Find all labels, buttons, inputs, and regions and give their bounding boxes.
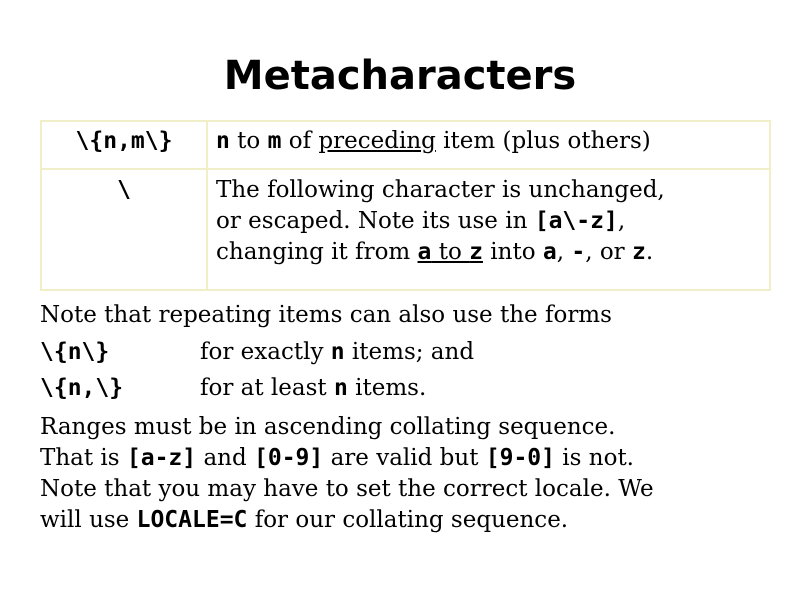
inline-code: [0-9]: [254, 445, 324, 471]
form-row-at-least: [40, 373, 426, 404]
desc-text: to: [431, 239, 470, 265]
inline-code: z: [631, 239, 646, 265]
desc-line: The following character is unchanged,: [216, 177, 665, 203]
paragraph-line: [40, 505, 770, 536]
desc-text: or escaped. Note its use in: [216, 208, 535, 234]
paragraph-line: Note that you may have to set the correct locale. We: [40, 476, 654, 502]
table-row: [41, 169, 770, 290]
description-cell: [207, 121, 770, 169]
inline-code: n: [216, 128, 230, 154]
symbol-cell: [41, 121, 207, 169]
desc-text: item (plus others): [435, 128, 651, 154]
form-row-exactly: [40, 337, 474, 368]
paragraph-line: Ranges must be in ascending collating sequence.: [40, 414, 616, 440]
symbol-code: \{n,m\}: [75, 128, 173, 154]
para-text: and: [196, 445, 255, 471]
desc-text: , or: [585, 239, 632, 265]
paragraph-line: [40, 443, 770, 474]
para-text: for our collating sequence.: [247, 507, 569, 533]
desc-text: into: [482, 239, 543, 265]
inline-code: a: [417, 239, 432, 265]
desc-line: [216, 237, 761, 268]
desc-line: [216, 206, 761, 237]
desc-text: to: [229, 128, 268, 154]
desc-text: ,: [617, 208, 626, 234]
form-code: \{n\}: [40, 339, 110, 365]
description-cell: [207, 169, 770, 290]
desc-text: changing it from: [216, 239, 418, 265]
symbol-code: \: [117, 177, 131, 203]
form-code: \{n,\}: [40, 375, 124, 401]
form-text: for at least: [200, 375, 334, 401]
table-row: [41, 121, 770, 169]
desc-text: .: [645, 239, 654, 265]
inline-code: n: [333, 375, 348, 401]
inline-code: LOCALE=C: [136, 507, 248, 533]
inline-code: z: [469, 239, 483, 265]
para-text: That is: [40, 445, 127, 471]
inline-code: n: [330, 339, 345, 365]
form-text: items; and: [344, 339, 475, 365]
desc-text: ,: [556, 239, 572, 265]
ranges-paragraph: [40, 412, 770, 536]
inline-code: a: [542, 239, 557, 265]
para-text: is not.: [555, 445, 634, 471]
form-text: for exactly: [200, 339, 331, 365]
form-text: items.: [347, 375, 427, 401]
para-text: will use: [40, 507, 137, 533]
para-text: are valid but: [323, 445, 486, 471]
inline-code: [a-z]: [126, 445, 197, 471]
note-forms: Note that repeating items can also use the forms: [40, 302, 612, 328]
inline-code: [a\-z]: [534, 208, 618, 234]
metacharacter-table: [40, 120, 771, 291]
symbol-cell: [41, 169, 207, 290]
inline-code: [9-0]: [485, 445, 555, 471]
inline-code: m: [267, 128, 282, 154]
slide-title: Metacharacters: [223, 53, 577, 99]
underlined-word: preceding: [318, 128, 436, 154]
underlined-phrase: [418, 239, 483, 265]
inline-code: -: [571, 239, 586, 265]
desc-text: of: [281, 128, 319, 154]
